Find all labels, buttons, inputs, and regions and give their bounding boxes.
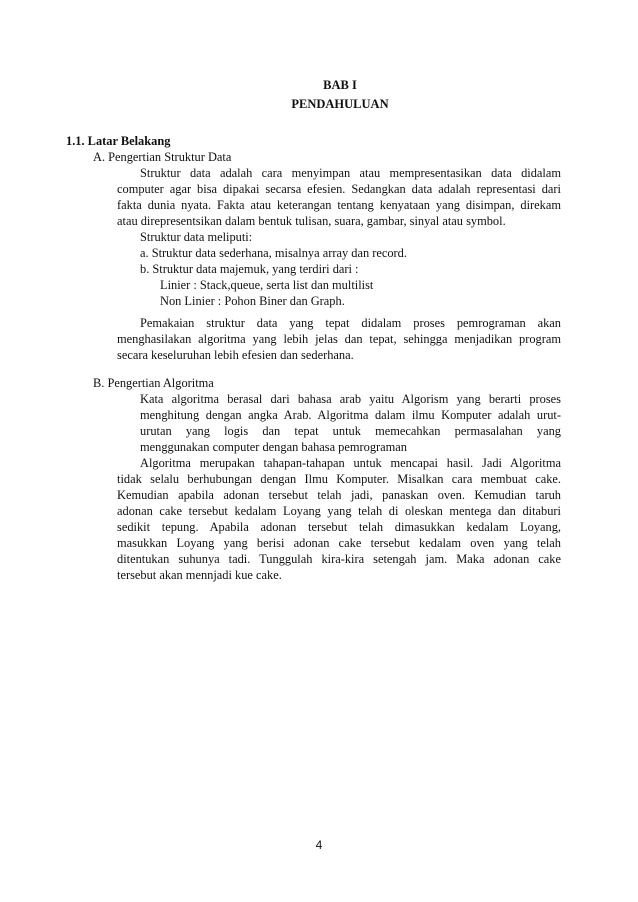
paragraph-line: sedikit tepung. Apabila adonan tersebut telah dimasukkan kedalam Loyang, [117,520,561,534]
section-heading: 1.1. Latar Belakang [66,134,171,148]
list-item: a. Struktur data sederhana, misalnya array dan record. [140,246,407,260]
list-intro: Struktur data meliputi: [140,230,253,244]
page-number: 4 [315,838,323,852]
paragraph-line: atau direpresentsikan dalam bentuk tulisan, suara, gambar, sinyal atau symbol. [117,214,506,228]
paragraph-line: adonan cake tersebut kedalam Loyang yang telah di oleskan mentega dan ditaburi [117,504,561,518]
sub-list-item: Non Linier : Pohon Biner dan Graph. [160,294,345,308]
paragraph-line: tersebut akan mennjadi kue cake. [117,568,282,582]
subsection-heading-a: A. Pengertian Struktur Data [93,150,232,164]
chapter-title: PENDAHULUAN [291,97,389,111]
chapter-heading [0,76,638,114]
paragraph-line: fakta dunia nyata. Fakta atau keterangan tentang kenyataan yang disimpan, direkam [117,198,561,212]
paragraph-line: Kemudian apabila adonan tersebut telah jadi, panaskan oven. Kemudian taruh [117,488,561,502]
list-item: b. Struktur data majemuk, yang terdiri dari : [140,262,359,276]
paragraph-line: menghasilakan algoritma yang lebih jelas dan tepat, sehingga menjadikan program [117,332,561,346]
paragraph-line: Pemakaian struktur data yang tepat didalam proses pemrograman akan [140,316,561,330]
paragraph-line: tidak selalu berhubungan dengan Ilmu Komputer. Misalkan cara membuat cake. [117,472,561,486]
paragraph-line: Algoritma merupakan tahapan-tahapan untuk mencapai hasil. Jadi Algoritma [140,456,561,470]
paragraph-line: urutan yang logis dan tepat untuk memecahkan permasalahan yang [140,424,561,438]
paragraph-line: computer agar bisa dipakai secarsa efesien. Sedangkan data adalah representasi dari [117,182,561,196]
paragraph-line: menggunakan computer dengan bahasa pemrograman [140,440,407,454]
sub-list-item: Linier : Stack,queue, serta list dan multilist [160,278,374,292]
paragraph-line: menghitung dengan angka Arab. Algoritma dalam ilmu Komputer adalah urut- [140,408,561,422]
paragraph-line: Struktur data adalah cara menyimpan atau mempresentasikan data didalam [140,166,561,180]
subsection-heading-b: B. Pengertian Algoritma [93,376,214,390]
paragraph-line: secara keseluruhan lebih efesien dan sederhana. [117,348,354,362]
chapter-label: BAB I [323,78,357,92]
paragraph-line: ditentukan suhunya tadi. Tunggulah kira-kira setengah jam. Maka adonan cake [117,552,561,566]
paragraph-line: masukkan Loyang yang berisi adonan cake tersebut kedalam oven yang telah [117,536,561,550]
paragraph-line: Kata algoritma berasal dari bahasa arab yaitu Algorism yang berarti proses [140,392,561,406]
